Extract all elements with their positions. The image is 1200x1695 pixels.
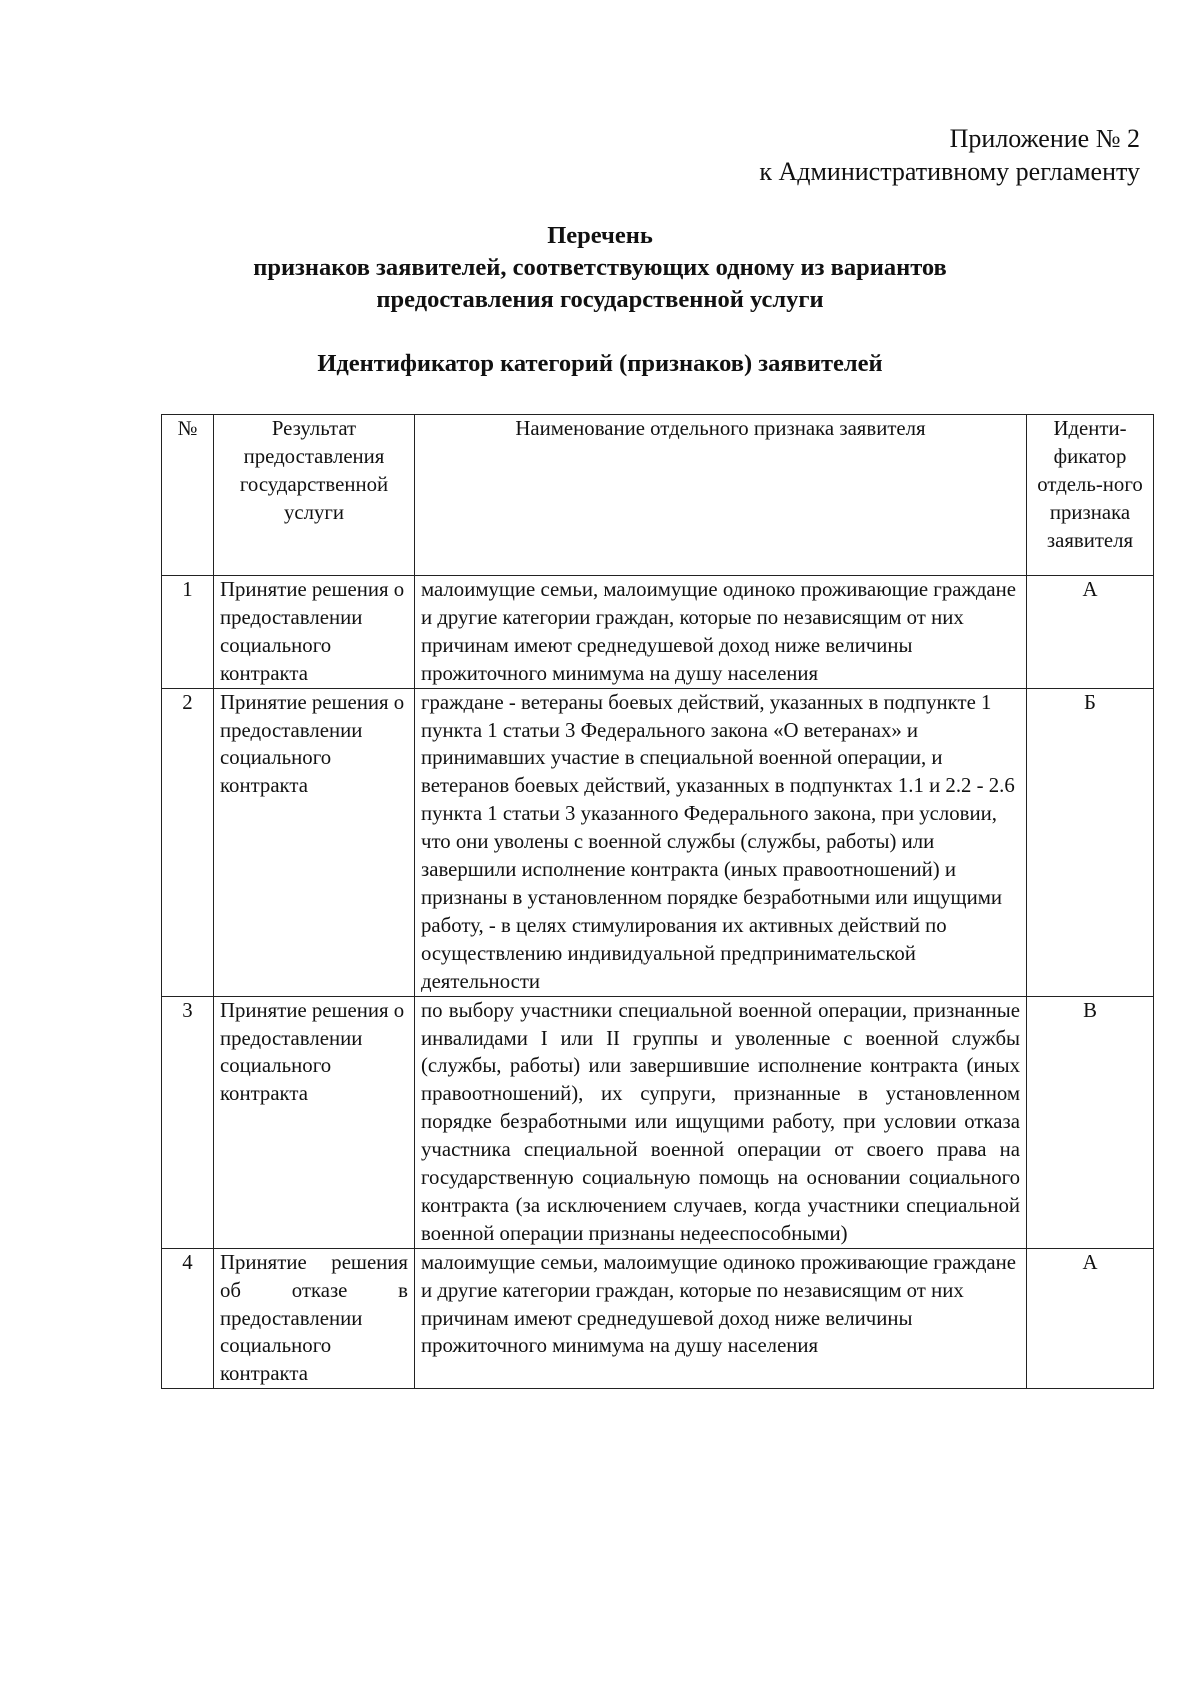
appendix-number: Приложение № 2 bbox=[949, 124, 1140, 153]
table-header-row bbox=[162, 415, 1154, 576]
table-row bbox=[162, 576, 1154, 689]
identifiers-table bbox=[161, 414, 1154, 1389]
header-name: Наименование отдельного признака заявителя bbox=[415, 415, 1027, 576]
row-feature-name: малоимущие семьи, малоимущие одиноко проживающие граждане и другие категории граждан, которые по независящим от них причинам имеют среднедушевой доход ниже величины прожиточного минимума на душу населения bbox=[415, 576, 1027, 689]
row-number: 1 bbox=[162, 576, 214, 689]
row-result: Принятие решения о предоставлении социального контракта bbox=[214, 576, 415, 689]
row-result: Принятие решения о предоставлении социального контракта bbox=[214, 996, 415, 1248]
title-line-3: предоставления государственной услуги bbox=[376, 286, 824, 313]
appendix-header bbox=[759, 122, 1140, 188]
header-id: Иденти-фикатор отдель-ного признака заявителя bbox=[1027, 415, 1154, 576]
table-row bbox=[162, 1248, 1154, 1389]
header-result: Результат предоставления государственной услуги bbox=[214, 415, 415, 576]
row-feature-name: по выбору участники специальной военной операции, признанные инвалидами I или II группы и уволенные с военной службы (службы, работы) или завершившие исполнение контракта (иных правоотношений), их супруги, признанные в установленном порядке безработными или ищущими работу, при условии отказа участника специальной военной операции от своего права на государственную социальную помощь на основании социального контракта (за исключением случаев, когда участники специальной военной операции признаны недееспособными) bbox=[415, 996, 1027, 1248]
row-identifier: А bbox=[1027, 576, 1154, 689]
row-result: Принятие решения о предоставлении социального контракта bbox=[214, 688, 415, 996]
row-number: 2 bbox=[162, 688, 214, 996]
row-identifier: А bbox=[1027, 1248, 1154, 1389]
header-num: № bbox=[162, 415, 214, 576]
document-title bbox=[0, 220, 1200, 316]
table-row bbox=[162, 996, 1154, 1248]
row-identifier: Б bbox=[1027, 688, 1154, 996]
row-identifier: В bbox=[1027, 996, 1154, 1248]
appendix-reference: к Административному регламенту bbox=[759, 157, 1140, 186]
row-feature-name: малоимущие семьи, малоимущие одиноко проживающие граждане и другие категории граждан, которые по независящим от них причинам имеют среднедушевой доход ниже величины прожиточного минимума на душу населения bbox=[415, 1248, 1027, 1389]
row-number: 3 bbox=[162, 996, 214, 1248]
row-feature-name: граждане - ветераны боевых действий, указанных в подпункте 1 пункта 1 статьи 3 Федерального закона «О ветеранах» и принимавших участие в специальной военной операции, и ветеранов боевых действий, указанных в подпунктах 1.1 и 2.2 - 2.6 пункта 1 статьи 3 указанного Федерального закона, при условии, что они уволены с военной службы (службы, работы) или завершили исполнение контракта (иных правоотношений) и признаны в установленном порядке безработными или ищущими работу, - в целях стимулирования их активных действий по осуществлению индивидуальной предпринимательской деятельности bbox=[415, 688, 1027, 996]
table-subtitle: Идентификатор категорий (признаков) заявителей bbox=[317, 350, 883, 377]
row-number: 4 bbox=[162, 1248, 214, 1389]
table-row bbox=[162, 688, 1154, 996]
title-line-2: признаков заявителей, соответствующих одному из вариантов bbox=[253, 254, 947, 281]
row-result: Принятие решения об отказе в предоставлении социального контракта bbox=[214, 1248, 415, 1389]
title-line-1: Перечень bbox=[547, 222, 653, 249]
